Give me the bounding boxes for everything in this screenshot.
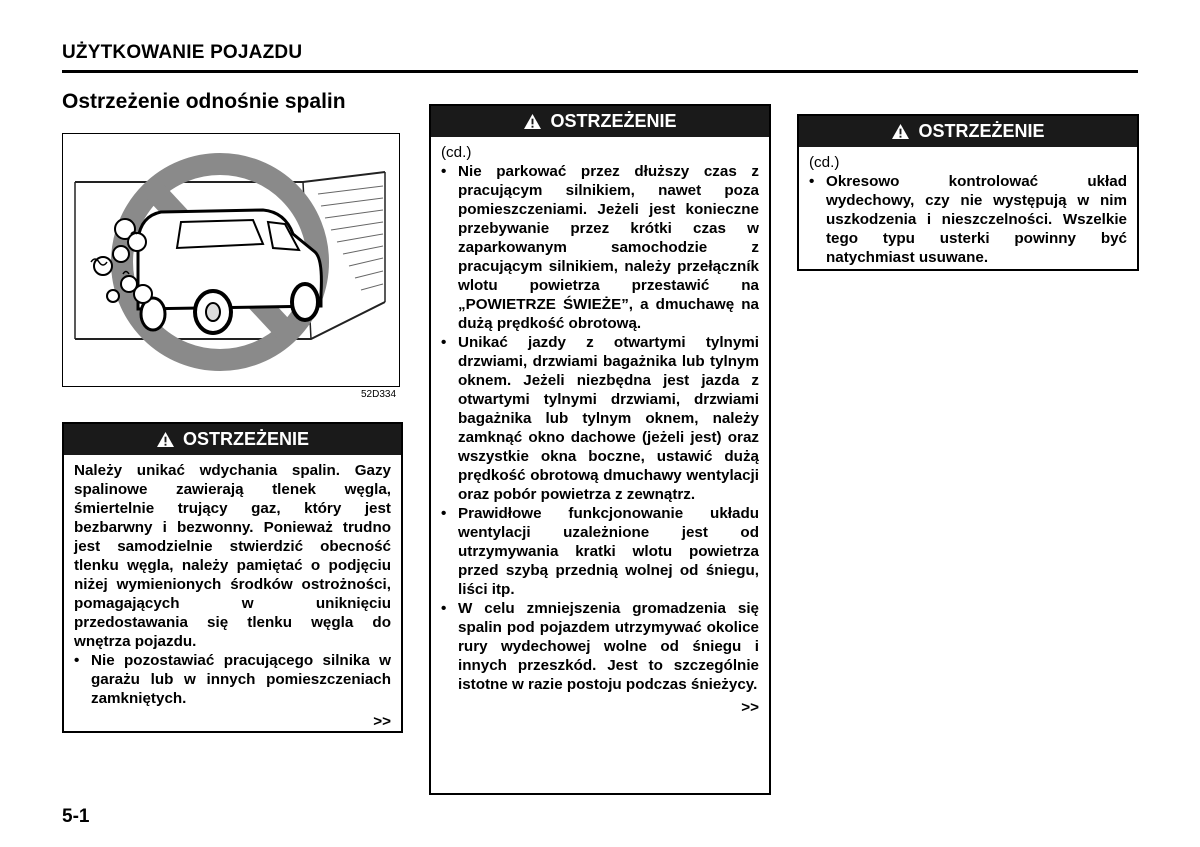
warning-triangle-icon bbox=[156, 431, 175, 448]
warning-box-right bbox=[797, 114, 1139, 271]
warning-title: OSTRZEŻENIE bbox=[918, 121, 1045, 141]
warning-box-middle bbox=[429, 104, 771, 795]
continued-marker: >> bbox=[373, 713, 391, 730]
warning-intro-text: Należy unikać wdychania spalin. Gazy spalinowe zawierają tlenek węgla, śmiertelnie trujący gaz, który jest bezbarwny i bezwonny. Ponieważ trudno jest samodzielnie stwierdzić obecność tlenku węgla, należy pamiętać o podjęciu niżej wymienionych środków ostrożności, pomagających w uniknięciu przedostawania się tlenku węgla do wnętrza pojazdu. bbox=[74, 462, 391, 650]
warning-triangle-icon bbox=[523, 113, 542, 130]
warning-bullet: • Prawidłowe funkcjonowanie układu wentylacji uzależnione jest od utrzymywania kratki wlotu powietrza przed szybą przednią wolnej od śniegu, liści itp. bbox=[441, 504, 759, 599]
warning-triangle-icon bbox=[891, 123, 910, 140]
car-in-garage-illustration bbox=[63, 134, 398, 385]
continued-label: (cd.) bbox=[441, 144, 472, 161]
page-number: 5-1 bbox=[62, 806, 90, 827]
figure-code: 52D334 bbox=[361, 389, 397, 400]
warning-title: OSTRZEŻENIE bbox=[550, 111, 677, 131]
page-title: Ostrzeżenie odnośnie spalin bbox=[62, 90, 346, 113]
warning-header bbox=[431, 106, 769, 137]
warning-bullet: • Unikać jazdy z otwartymi tylnymi drzwiami, drzwiami bagażnika lub tylnym oknem. Jeżeli niezbędna jest jazda z otwartymi tylnymi drzwiami, drzwiami bagażnika lub tylnym oknem, należy zamknąć okno dachowe (jeżeli jest) oraz wszystkie okna boczne, ustawić dużą prędkość obrotową dmuchawy wentylacji oraz pobór powietrza z zewnątrz. bbox=[441, 333, 759, 504]
continued-marker: >> bbox=[741, 699, 759, 716]
warning-bullet: • Nie pozostawiać pracującego silnika w garażu lub w innych pomieszczeniach zamkniętych. bbox=[74, 651, 391, 708]
warning-bullet: • Okresowo kontrolować układ wydechowy, czy nie występują w nim uszkodzenia i nieszczelności. Wszelkie tego typu usterki powinny być natychmiast usuwane. bbox=[809, 172, 1127, 267]
warning-header bbox=[64, 424, 401, 455]
warning-header bbox=[799, 116, 1137, 147]
warning-bullet: • Nie parkować przez dłuższy czas z pracującym silnikiem, nawet poza pomieszczeniami. Jeżeli jest konieczne przebywanie przez krótki czas w zaparkowanym samochodzie z pracującym silnikiem, należy przełączník wlotu powietrza przestawić na „POWIETRZE ŚWIEŻE”, a dmuchawę na dużą prędkość obrotową. bbox=[441, 162, 759, 333]
continued-label: (cd.) bbox=[809, 154, 840, 171]
warning-title: OSTRZEŻENIE bbox=[182, 429, 309, 449]
warning-box-left bbox=[62, 422, 403, 733]
header-rule bbox=[62, 70, 1138, 73]
figure-exhaust-garage bbox=[62, 133, 400, 387]
warning-bullet: • W celu zmniejszenia gromadzenia się spalin pod pojazdem utrzymywać okolice rury wydechowej wolne od śniegu i innych przeszkód. Jest to szczególnie istotne w razie postoju podczas śnieżycy. bbox=[441, 599, 759, 694]
section-header: UŻYTKOWANIE POJAZDU bbox=[62, 42, 303, 63]
